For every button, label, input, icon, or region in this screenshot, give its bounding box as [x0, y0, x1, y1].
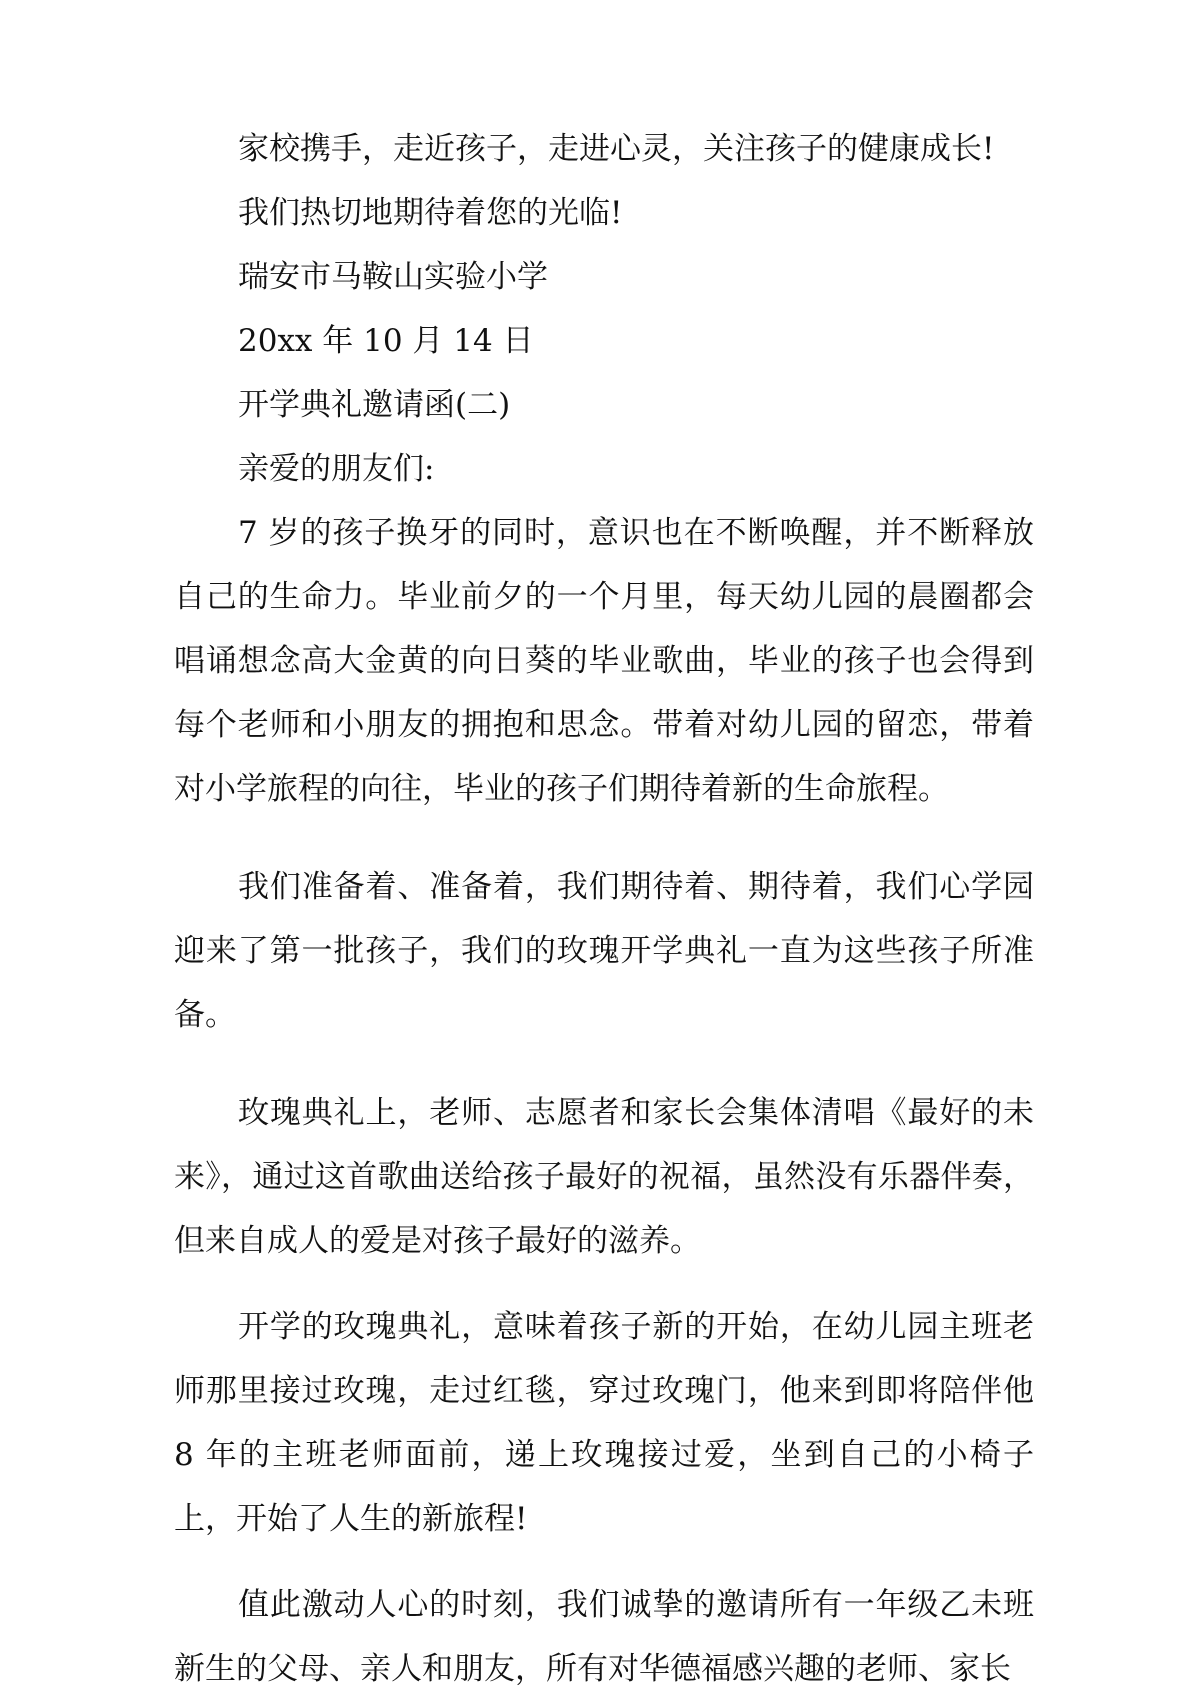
section-title: 开学典礼邀请函(二) — [238, 387, 511, 423]
closing-line-2: 我们热切地期待着您的光临! — [238, 195, 623, 231]
paragraph-5: 值此激动人心的时刻，我们诚挚的邀请所有一年级乙未班新生的父母、亲人和朋友，所有对华德福感兴趣的老师、家长 — [174, 1587, 1034, 1687]
document-body — [174, 117, 1034, 1701]
salutation: 亲爱的朋友们: — [238, 451, 435, 487]
paragraph-gap — [174, 1551, 1034, 1573]
paragraph-3: 玫瑰典礼上，老师、志愿者和家长会集体清唱《最好的未来》，通过这首歌曲送给孩子最好的祝福，虽然没有乐器伴奏，但来自成人的爱是对孩子最好的滋养。 — [174, 1095, 1034, 1259]
signature-school: 瑞安市马鞍山实验小学 — [238, 259, 548, 295]
paragraph-2: 我们准备着、准备着，我们期待着、期待着，我们心学园迎来了第一批孩子，我们的玫瑰开学典礼一直为这些孩子所准备。 — [174, 869, 1034, 1033]
signature-date: 20xx 年 10 月 14 日 — [238, 323, 534, 359]
paragraph-gap — [174, 821, 1034, 855]
paragraph-gap — [174, 1273, 1034, 1295]
paragraph-gap — [174, 1047, 1034, 1081]
paragraph-4: 开学的玫瑰典礼，意味着孩子新的开始，在幼儿园主班老师那里接过玫瑰，走过红毯，穿过玫瑰门，他来到即将陪伴他 8 年的主班老师面前，递上玫瑰接过爱，坐到自己的小椅子上，开始了人生的新旅程! — [174, 1309, 1034, 1537]
closing-line-1: 家校携手，走近孩子，走进心灵，关注孩子的健康成长! — [238, 131, 995, 167]
paragraph-1: 7 岁的孩子换牙的同时，意识也在不断唤醒，并不断释放自己的生命力。毕业前夕的一个月里，每天幼儿园的晨圈都会唱诵想念高大金黄的向日葵的毕业歌曲，毕业的孩子也会得到每个老师和小朋友的拥抱和思念。带着对幼儿园的留恋，带着对小学旅程的向往，毕业的孩子们期待着新的生命旅程。 — [174, 515, 1034, 807]
